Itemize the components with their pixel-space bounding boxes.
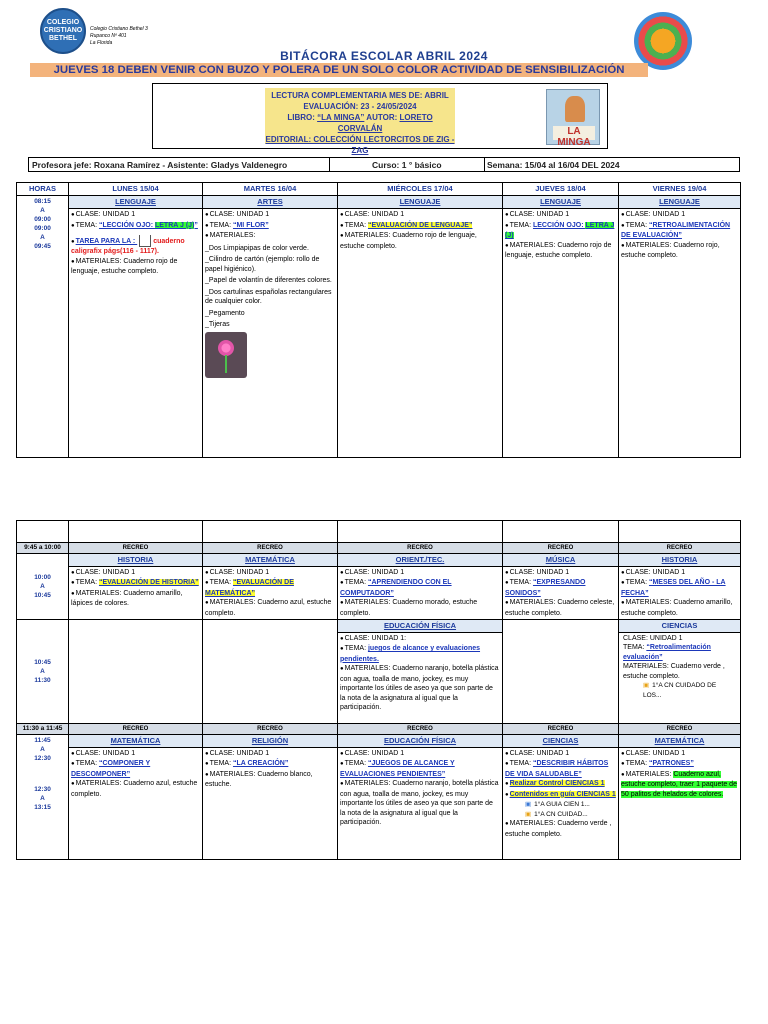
topic-link[interactable]: “MI FLOR” bbox=[232, 221, 269, 229]
topic-link[interactable]: “MESES DEL AÑO - LA FECHA” bbox=[621, 579, 726, 597]
subject-wednesday: EDUCACIÓN FÍSICA bbox=[338, 620, 502, 633]
flower-craft-image bbox=[205, 332, 247, 378]
subject-friday: LENGUAJE bbox=[619, 196, 741, 209]
cell-tuesday bbox=[203, 209, 338, 458]
class-topic: ● TEMA: LECCIÓN OJO: LETRA J (J) bbox=[505, 221, 616, 241]
material-item: _Dos Limpiapipas de color verde. bbox=[205, 244, 309, 252]
class-materials: ● MATERIALES: Cuaderno rojo, estuche completo. bbox=[621, 241, 738, 261]
recess-row: 11:30 a 11:45 RECREO RECREO RECREO RECREO RECREO bbox=[17, 724, 741, 735]
class-unit: ● CLASE: UNIDAD 1 bbox=[205, 210, 335, 221]
page-title: BITÁCORA ESCOLAR ABRIL 2024 bbox=[280, 49, 488, 63]
class-materials: ● MATERIALES: bbox=[205, 231, 335, 242]
subject-wednesday: LENGUAJE bbox=[338, 196, 503, 209]
subject-tuesday: ARTES bbox=[203, 196, 338, 209]
recess-label: RECREO bbox=[203, 543, 338, 554]
announcement-banner: JUEVES 18 DEBEN VENIR CON BUZO Y POLERA DE UN SOLO COLOR ACTIVIDAD DE SENSIBILIZACIÓN bbox=[30, 63, 648, 77]
cell-wednesday: ● CLASE: UNIDAD 1 ● TEMA: “APRENDIENDO CON EL COMPUTADOR” ● MATERIALES: Cuaderno morado, estuche completo. bbox=[338, 566, 503, 620]
subject-monday: HISTORIA bbox=[69, 554, 203, 567]
topic-link[interactable]: LECCIÓN OJO: bbox=[532, 221, 586, 229]
author-name: LORETO CORVALÁN bbox=[337, 113, 433, 133]
cell-thursday bbox=[503, 209, 619, 458]
course-info-bar bbox=[28, 157, 740, 172]
logo-text: COLEGIO CRISTIANO BETHEL bbox=[43, 19, 83, 42]
cell-wednesday bbox=[338, 209, 503, 458]
cell-friday: ● CLASE: UNIDAD 1 ● TEMA: “PATRONES” ● MATERIALES: Cuaderno azul, estuche completo, traer 1 paquete de 50 palitos de helados de colores. bbox=[619, 747, 741, 860]
time-slot: 10:00 A 10:45 bbox=[17, 554, 69, 620]
subject-friday: MATEMÁTICA bbox=[619, 735, 741, 748]
subject-thursday: MÚSICA bbox=[503, 554, 619, 567]
school-city: La Florida bbox=[90, 40, 113, 46]
topic-link[interactable]: “DESCRIBIR HÁBITOS DE VIDA SALUDABLE” bbox=[505, 760, 609, 778]
school-name: Colegio Cristiano Bethel 3 bbox=[90, 26, 148, 32]
topic-link[interactable]: “EVALUACIÓN DE MATEMÁTICA” bbox=[205, 579, 294, 597]
class-row bbox=[17, 747, 741, 860]
subject-monday: MATEMÁTICA bbox=[69, 735, 203, 748]
class-materials: ● MATERIALES: Cuaderno rojo de lenguaje, estuche completo. bbox=[505, 241, 616, 261]
recess-row bbox=[17, 543, 741, 554]
days-header-row bbox=[17, 183, 741, 196]
topic-link[interactable]: “PATRONES” bbox=[648, 760, 694, 767]
book-cover-image bbox=[546, 89, 600, 148]
class-topic: ● TEMA: “MI FLOR” bbox=[205, 221, 335, 232]
subject-row bbox=[17, 196, 741, 209]
cell-monday-empty bbox=[69, 620, 203, 724]
topic-link[interactable]: “EVALUACIÓN DE HISTORIA” bbox=[98, 579, 199, 586]
schedule-table-late bbox=[16, 520, 741, 860]
cell-friday bbox=[619, 209, 741, 458]
class-topic: ● TEMA: “LECCIÓN OJO: LETRA J (J)” bbox=[71, 221, 200, 232]
recess-time: 11:30 a 11:45 bbox=[17, 724, 69, 735]
topic-link[interactable]: “EVALUACIÓN DE LENGUAJE” bbox=[367, 221, 473, 229]
subject-friday: HISTORIA bbox=[619, 554, 741, 567]
subject-wednesday: EDUCACIÓN FÍSICA bbox=[338, 735, 503, 748]
course-info: Curso: 1 ° básico bbox=[372, 159, 442, 170]
subject-wednesday: ORIENT./TEC. bbox=[338, 554, 503, 567]
cell-tuesday: ● CLASE: UNIDAD 1 ● TEMA: “EVALUACIÓN DE MATEMÁTICA” ● MATERIALES: Cuaderno azul, estuche completo. bbox=[203, 566, 338, 620]
homework: ● TAREA PARA LA : cuaderno caligrafix págs(116 - 1117). bbox=[71, 235, 200, 257]
recess-label: RECREO bbox=[503, 543, 619, 554]
teacher-info: Profesora jefe: Roxana Ramírez - Asistente: Gladys Valdenegro bbox=[32, 159, 288, 170]
day-wednesday: MIÉRCOLES 17/04 bbox=[338, 183, 503, 196]
cell-monday bbox=[69, 209, 203, 458]
cell-thursday: ● CLASE: UNIDAD 1 ● TEMA: “EXPRESANDO SONIDOS” ● MATERIALES: Cuaderno celeste, estuche completo. bbox=[503, 566, 619, 620]
cell-wednesday: EDUCACIÓN FÍSICA ● CLASE: UNIDAD 1: ● TEMA: juegos de alcance y evaluaciones pendientes. ● MATERIALES: Cuaderno naranjo, botella plástica con agua, toalla de mano, jockey, es muy importante los útiles de aseo ya que son parte de la nota de la asignatura al igual que la participación. bbox=[338, 620, 503, 724]
cell-friday: CIENCIAS CLASE: UNIDAD 1 TEMA: “Retroalimentación evaluación” MATERIALES: Cuaderno verde , estuche completo. ▣ 1°A CN CUIDADO DE LOS... bbox=[619, 620, 741, 724]
class-row bbox=[17, 620, 741, 724]
file-attachment-link[interactable]: ▣ 1°A CN CUIDAD... bbox=[525, 810, 616, 820]
topic-link[interactable]: “LECCIÓN OJO: bbox=[98, 221, 155, 229]
file-attachment-link[interactable]: ▣ 1°A GUIA CIEN 1... bbox=[525, 800, 616, 810]
class-unit: ● CLASE: UNIDAD 1 bbox=[340, 210, 500, 221]
cell-monday: ● CLASE: UNIDAD 1 ● TEMA: “COMPONER Y DESCOMPONER” ● MATERIALES: Cuaderno azul, estuche completo. bbox=[69, 747, 203, 860]
day-tuesday: MARTES 16/04 bbox=[203, 183, 338, 196]
subject-thursday: LENGUAJE bbox=[503, 196, 619, 209]
material-item: _Dos cartulinas españolas rectangulares de cualquier color. bbox=[205, 288, 332, 305]
topic-link[interactable]: “LA CREACIÓN” bbox=[232, 760, 289, 767]
class-unit: ● CLASE: UNIDAD 1 bbox=[505, 210, 616, 221]
topic-link[interactable]: juegos de alcance y evaluaciones pendientes. bbox=[340, 645, 481, 663]
subject-tuesday: RELIGIÓN bbox=[203, 735, 338, 748]
class-unit: ● CLASE: UNIDAD 1 bbox=[621, 210, 738, 221]
cell-tuesday-empty bbox=[203, 620, 338, 724]
reading-box bbox=[152, 83, 608, 155]
material-item: _Pegamento bbox=[205, 309, 245, 317]
hours-header: HORAS bbox=[17, 183, 69, 196]
school-logo bbox=[40, 8, 86, 54]
school-info bbox=[90, 26, 148, 47]
reading-book bbox=[265, 112, 455, 134]
class-materials: ● MATERIALES: Cuaderno rojo de lenguaje, estuche completo. bbox=[71, 257, 200, 277]
material-item: _Papel de volantín de diferentes colores. bbox=[205, 277, 332, 284]
empty-header-row bbox=[17, 521, 741, 543]
topic-link[interactable]: “Retroalimentación evaluación” bbox=[623, 644, 711, 661]
topic-link[interactable]: “COMPONER Y DESCOMPONER” bbox=[71, 760, 151, 778]
time-slot: 08:15 A 09:00 09:00 A 09:45 bbox=[17, 196, 69, 458]
class-row bbox=[17, 566, 741, 620]
author-label: AUTOR: bbox=[364, 113, 400, 122]
topic-link[interactable]: “RETROALIMENTACIÓN DE EVALUACIÓN” bbox=[621, 221, 731, 239]
time-slot: 11:45 A 12:30 12:30 A 13:15 bbox=[17, 735, 69, 860]
cell-thursday-empty bbox=[503, 620, 619, 724]
cell-monday: ● CLASE: UNIDAD 1 ● TEMA: “EVALUACIÓN DE HISTORIA” ● MATERIALES: Cuaderno amarillo, lápices de colores. bbox=[69, 566, 203, 620]
cell-wednesday: ● CLASE: UNIDAD 1 ● TEMA: “JUEGOS DE ALCANCE Y EVALUACIONES PENDIENTES” ● MATERIALES: Cuaderno naranjo, botella plástica con agua, toalla de mano, jockey, es muy importante los útiles de aseo ya que son parte de la nota de la asignatura al igual que la participación. bbox=[338, 747, 503, 860]
homework-link[interactable]: TAREA PARA LA : bbox=[75, 237, 138, 245]
material-item: _Tijeras bbox=[205, 321, 230, 328]
guide-link[interactable]: Contenidos en guía CIENCIAS 1 bbox=[509, 790, 616, 798]
cell-thursday: ● CLASE: UNIDAD 1 ● TEMA: “DESCRIBIR HÁBITOS DE VIDA SALUDABLE” ● Realizar Control CIENCIAS 1 ● Contenidos en guía CIENCIAS 1 ▣ 1°A GUIA CIEN 1... ▣ 1°A CN CUIDAD... ● MATERIALES: Cuaderno verde , estuche completo. bbox=[503, 747, 619, 860]
day-thursday: JUEVES 18/04 bbox=[503, 183, 619, 196]
file-attachment-link[interactable]: ▣ 1°A CN CUIDADO DE LOS... bbox=[643, 681, 736, 700]
cell-tuesday: ● CLASE: UNIDAD 1 ● TEMA: “LA CREACIÓN” ● MATERIALES: Cuaderno blanco, estuche. bbox=[203, 747, 338, 860]
control-link[interactable]: Realizar Control CIENCIAS 1 bbox=[509, 780, 605, 787]
day-monday: LUNES 15/04 bbox=[69, 183, 203, 196]
day-friday: VIERNES 19/04 bbox=[619, 183, 741, 196]
recess-label: RECREO bbox=[69, 543, 203, 554]
reading-month: LECTURA COMPLEMENTARIA MES DE: ABRIL bbox=[271, 91, 449, 100]
house-icon bbox=[139, 235, 151, 247]
recess-label: RECREO bbox=[338, 543, 503, 554]
reading-evaluation: EVALUACIÓN: 23 - 24/05/2024 bbox=[303, 102, 417, 111]
class-unit: ● CLASE: UNIDAD 1 bbox=[71, 210, 200, 221]
book-title: “LA MINGA” bbox=[317, 113, 365, 122]
class-materials: ● MATERIALES: Cuaderno rojo de lenguaje, estuche completo. bbox=[340, 231, 500, 251]
recess-label: RECREO bbox=[619, 543, 741, 554]
book-illustration bbox=[565, 96, 585, 122]
class-row bbox=[17, 209, 741, 458]
topic-link[interactable]: “JUEGOS DE ALCANCE Y EVALUACIONES PENDIENTES” bbox=[340, 760, 455, 778]
subject-row bbox=[17, 554, 741, 567]
recess-time: 9:45 a 10:00 bbox=[17, 543, 69, 554]
topic-link[interactable]: “APRENDIENDO CON EL COMPUTADOR” bbox=[340, 579, 452, 597]
subject-tuesday: MATEMÁTICA bbox=[203, 554, 338, 567]
book-label: LIBRO: bbox=[287, 113, 318, 122]
schedule-table-morning bbox=[16, 182, 741, 458]
subject-row bbox=[17, 735, 741, 748]
subject-monday: LENGUAJE bbox=[69, 196, 203, 209]
topic-link[interactable]: “EXPRESANDO SONIDOS” bbox=[505, 579, 586, 597]
material-item: _Cilindro de cartón (ejemplo: rollo de papel higiénico). bbox=[205, 256, 320, 273]
subject-friday: CIENCIAS bbox=[619, 620, 740, 633]
book-cover-title: LA MINGA bbox=[553, 126, 595, 140]
week-info: Semana: 15/04 al 16/04 DEL 2024 bbox=[487, 159, 620, 170]
cell-friday: ● CLASE: UNIDAD 1 ● TEMA: “MESES DEL AÑO - LA FECHA” ● MATERIALES: Cuaderno amarillo, estuche completo. bbox=[619, 566, 741, 620]
subject-thursday: CIENCIAS bbox=[503, 735, 619, 748]
time-slot: 10:45 A 11:30 bbox=[17, 620, 69, 724]
class-topic: ● TEMA: “RETROALIMENTACIÓN DE EVALUACIÓN” bbox=[621, 221, 738, 241]
school-address: Rupanco Nº 401 bbox=[90, 33, 127, 39]
class-topic: ● TEMA: “EVALUACIÓN DE LENGUAJE” bbox=[340, 221, 500, 232]
reading-info bbox=[265, 88, 455, 155]
reading-editorial: EDITORIAL: COLECCIÓN LECTORCITOS DE ZIG - ZAG bbox=[265, 135, 455, 155]
